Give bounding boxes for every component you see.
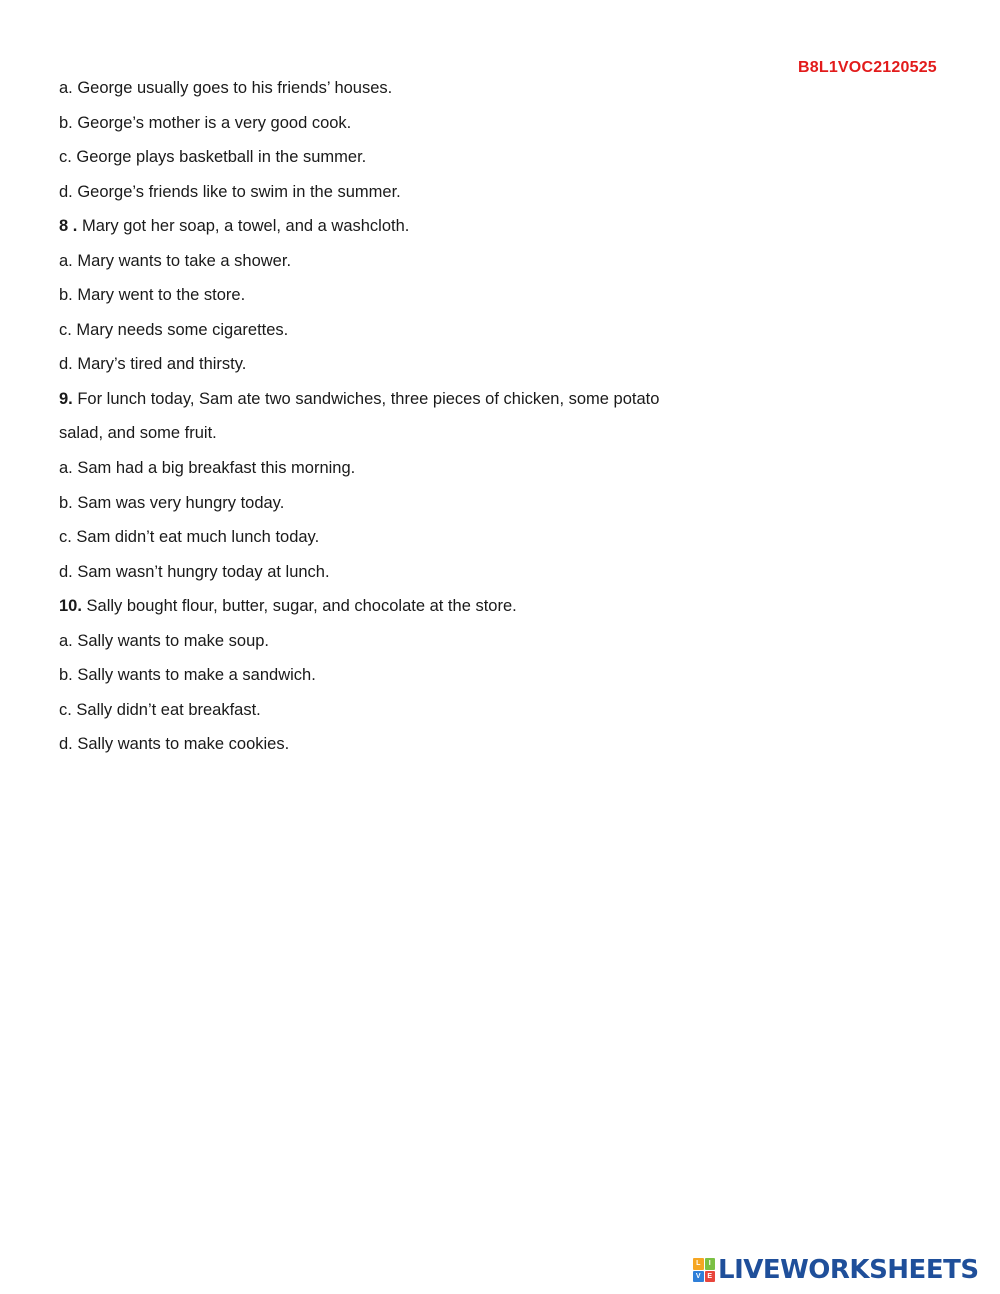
question-number: 10. [59,597,82,616]
logo-mark-tile: I [705,1258,716,1270]
option-line [59,181,779,216]
line-text: c. George plays basketball in the summer. [59,148,367,167]
worksheet-code: B8L1VOC2120525 [798,59,937,76]
logo-mark-tile: V [693,1271,704,1283]
question-number: 9. [59,389,73,408]
option-line [59,77,779,112]
line-text: a. Sally wants to make soup. [59,631,270,650]
question-number: 8 . [59,217,78,236]
question-list [59,77,779,768]
option-line [59,492,779,527]
liveworksheets-logo [693,1254,979,1286]
logo-mark-tile: E [705,1271,716,1283]
option-line [59,112,779,147]
option-line [59,733,779,768]
line-text: b. Sally wants to make a sandwich. [59,666,316,685]
logo-mark-icon [693,1258,715,1282]
option-line [59,319,779,354]
question-line [59,215,779,250]
option-line [59,630,779,665]
option-line [59,284,779,319]
option-line [59,250,779,285]
line-text: Sally bought flour, butter, sugar, and chocolate at the store. [81,597,517,616]
line-text: d. George’s friends like to swim in the summer. [59,182,401,201]
option-line [59,664,779,699]
line-text: b. George’s mother is a very good cook. [59,113,352,132]
line-text: d. Mary’s tired and thirsty. [59,355,247,374]
line-text: a. George usually goes to his friends’ houses. [59,79,393,97]
question-line [59,388,779,423]
line-text: d. Sally wants to make cookies. [59,735,290,754]
option-line [59,353,779,388]
option-line [59,699,779,734]
logo-mark-tile: L [693,1258,704,1270]
line-text: Mary got her soap, a towel, and a washcloth. [77,217,410,236]
option-line [59,457,779,492]
option-line [59,146,779,181]
line-text: b. Mary went to the store. [59,286,246,305]
line-text: For lunch today, Sam ate two sandwiches, three pieces of chicken, some potato [72,389,660,408]
line-text: a. Mary wants to take a shower. [59,251,292,270]
option-line [59,526,779,561]
line-text: d. Sam wasn’t hungry today at lunch. [59,562,330,581]
line-text: c. Mary needs some cigarettes. [59,320,289,339]
option-line [59,422,779,457]
line-text: salad, and some fruit. [59,424,217,443]
option-line [59,561,779,596]
question-line [59,595,779,630]
line-text: a. Sam had a big breakfast this morning. [59,459,356,478]
line-text: c. Sally didn’t eat breakfast. [59,700,261,719]
line-text: c. Sam didn’t eat much lunch today. [59,528,320,547]
line-text: b. Sam was very hungry today. [59,493,285,512]
logo-text: LIVEWORKSHEETS [718,1255,979,1285]
